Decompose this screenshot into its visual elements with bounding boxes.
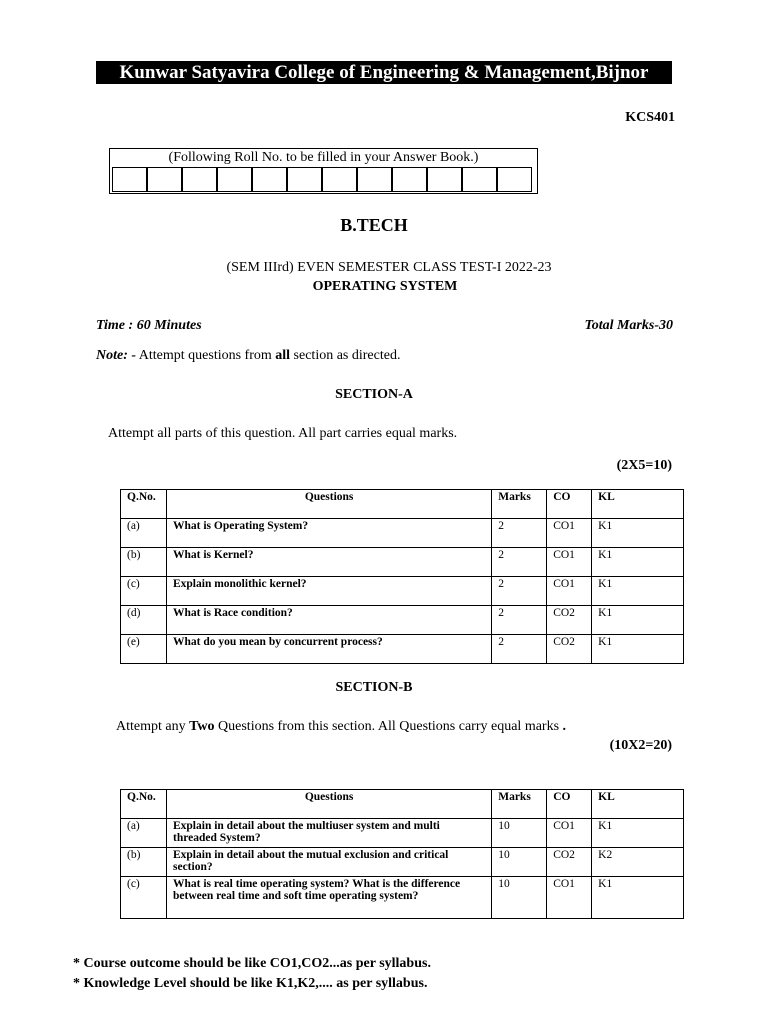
college-name: Kunwar Satyavira College of Engineering & Management,Bijnor [96, 61, 672, 84]
section-a-cell-marks: 2 [492, 577, 547, 606]
roll-number-cell[interactable] [462, 167, 497, 192]
section-b-header-qno: Q.No. [121, 790, 167, 819]
section-b-header-kl: KL [592, 790, 684, 819]
section-b-header-question: Questions [166, 790, 491, 819]
section-a-header-kl: KL [592, 490, 684, 519]
section-a-cell-kl: K1 [592, 548, 684, 577]
section-b-cell-marks: 10 [492, 877, 547, 919]
roll-number-cell[interactable] [427, 167, 462, 192]
section-b-scheme: (10X2=20) [609, 738, 672, 753]
section-a-cell-marks: 2 [492, 519, 547, 548]
section-b-row [121, 848, 684, 877]
section-a-cell-question: Explain monolithic kernel? [166, 577, 491, 606]
section-b-cell-marks: 10 [492, 848, 547, 877]
section-b-cell-question: What is real time operating system? What is the difference between real time and soft time operating system? [166, 877, 491, 919]
section-a-cell-question: What do you mean by concurrent process? [166, 635, 491, 664]
section-b-title: SECTION-B [335, 680, 413, 695]
section-b-instruction [116, 719, 566, 735]
section-b-instruction-end: . [562, 719, 567, 734]
section-a-cell-qno: (c) [121, 577, 167, 606]
section-b-instruction-2: Questions from this section. All Questions carry equal marks [214, 719, 563, 734]
section-a-cell-kl: K1 [592, 635, 684, 664]
roll-number-cell[interactable] [392, 167, 427, 192]
total-marks: Total Marks-30 [584, 318, 673, 333]
section-b-header-row [121, 790, 684, 819]
section-a-cell-marks: 2 [492, 606, 547, 635]
section-b-cell-kl: K2 [592, 848, 684, 877]
section-a-cell-co: CO1 [547, 577, 592, 606]
roll-number-cell[interactable] [357, 167, 392, 192]
note-text-2: section as directed. [290, 348, 401, 363]
roll-number-cell[interactable] [252, 167, 287, 192]
roll-number-cell[interactable] [147, 167, 182, 192]
section-a-cell-co: CO1 [547, 548, 592, 577]
section-a-cell-question: What is Kernel? [166, 548, 491, 577]
section-a-cell-co: CO1 [547, 519, 592, 548]
section-a-cell-co: CO2 [547, 606, 592, 635]
roll-number-cell[interactable] [497, 167, 532, 192]
section-b-cell-co: CO2 [547, 848, 592, 877]
section-b-cell-qno: (b) [121, 848, 167, 877]
section-a-header-co: CO [547, 490, 592, 519]
section-a-cell-marks: 2 [492, 548, 547, 577]
section-b-cell-co: CO1 [547, 877, 592, 919]
section-a-header-row [121, 490, 684, 519]
section-a-header-qno: Q.No. [121, 490, 167, 519]
section-a-row [121, 577, 684, 606]
roll-number-cell[interactable] [182, 167, 217, 192]
roll-number-note: (Following Roll No. to be filled in your Answer Book.) [168, 150, 479, 165]
section-b-cell-kl: K1 [592, 877, 684, 919]
section-a-header-marks: Marks [492, 490, 547, 519]
section-a-header-question: Questions [166, 490, 491, 519]
semester-line: (SEM IIIrd) EVEN SEMESTER CLASS TEST-I 2022-23 [226, 260, 552, 275]
section-b-row [121, 877, 684, 919]
section-b-instruction-1: Attempt any [116, 719, 190, 734]
section-a-cell-qno: (b) [121, 548, 167, 577]
section-a-cell-question: What is Race condition? [166, 606, 491, 635]
section-a-cell-qno: (e) [121, 635, 167, 664]
section-b-instruction-bold: Two [189, 719, 215, 734]
note-text-1: Attempt questions from [136, 348, 276, 363]
section-a-row [121, 635, 684, 664]
note-label: Note: - [96, 348, 137, 363]
roll-number-cell[interactable] [112, 167, 147, 192]
course-code: KCS401 [625, 110, 675, 125]
exam-note [96, 348, 400, 364]
section-a-table [120, 489, 684, 664]
section-b-cell-question: Explain in detail about the multiuser system and multi threaded System? [166, 819, 491, 848]
roll-number-box [109, 148, 538, 194]
section-b-cell-question: Explain in detail about the mutual exclusion and critical section? [166, 848, 491, 877]
section-a-cell-qno: (a) [121, 519, 167, 548]
subject-title: OPERATING SYSTEM [312, 279, 458, 294]
section-b-row [121, 819, 684, 848]
footer-note-course-outcome: * Course outcome should be like CO1,CO2...as per syllabus. [73, 956, 431, 971]
section-b-cell-marks: 10 [492, 819, 547, 848]
roll-number-cells [112, 167, 532, 192]
section-a-cell-kl: K1 [592, 606, 684, 635]
program-title: B.TECH [340, 215, 408, 235]
section-b-table [120, 789, 684, 919]
section-a-row [121, 606, 684, 635]
section-b-cell-kl: K1 [592, 819, 684, 848]
section-a-cell-qno: (d) [121, 606, 167, 635]
section-a-instruction: Attempt all parts of this question. All part carries equal marks. [108, 426, 458, 441]
section-a-cell-marks: 2 [492, 635, 547, 664]
section-b-cell-qno: (a) [121, 819, 167, 848]
section-b-cell-co: CO1 [547, 819, 592, 848]
section-b-header-marks: Marks [492, 790, 547, 819]
exam-time: Time : 60 Minutes [96, 318, 202, 333]
section-a-row [121, 548, 684, 577]
roll-number-cell[interactable] [217, 167, 252, 192]
section-a-cell-kl: K1 [592, 577, 684, 606]
section-b-cell-qno: (c) [121, 877, 167, 919]
footer-note-knowledge-level: * Knowledge Level should be like K1,K2,.... as per syllabus. [73, 976, 428, 991]
roll-number-cell[interactable] [322, 167, 357, 192]
section-a-scheme: (2X5=10) [616, 458, 672, 473]
section-a-cell-co: CO2 [547, 635, 592, 664]
section-a-title: SECTION-A [335, 387, 413, 402]
section-a-row [121, 519, 684, 548]
roll-number-cell[interactable] [287, 167, 322, 192]
section-a-cell-kl: K1 [592, 519, 684, 548]
section-a-cell-question: What is Operating System? [166, 519, 491, 548]
section-b-header-co: CO [547, 790, 592, 819]
note-bold: all [275, 348, 291, 363]
